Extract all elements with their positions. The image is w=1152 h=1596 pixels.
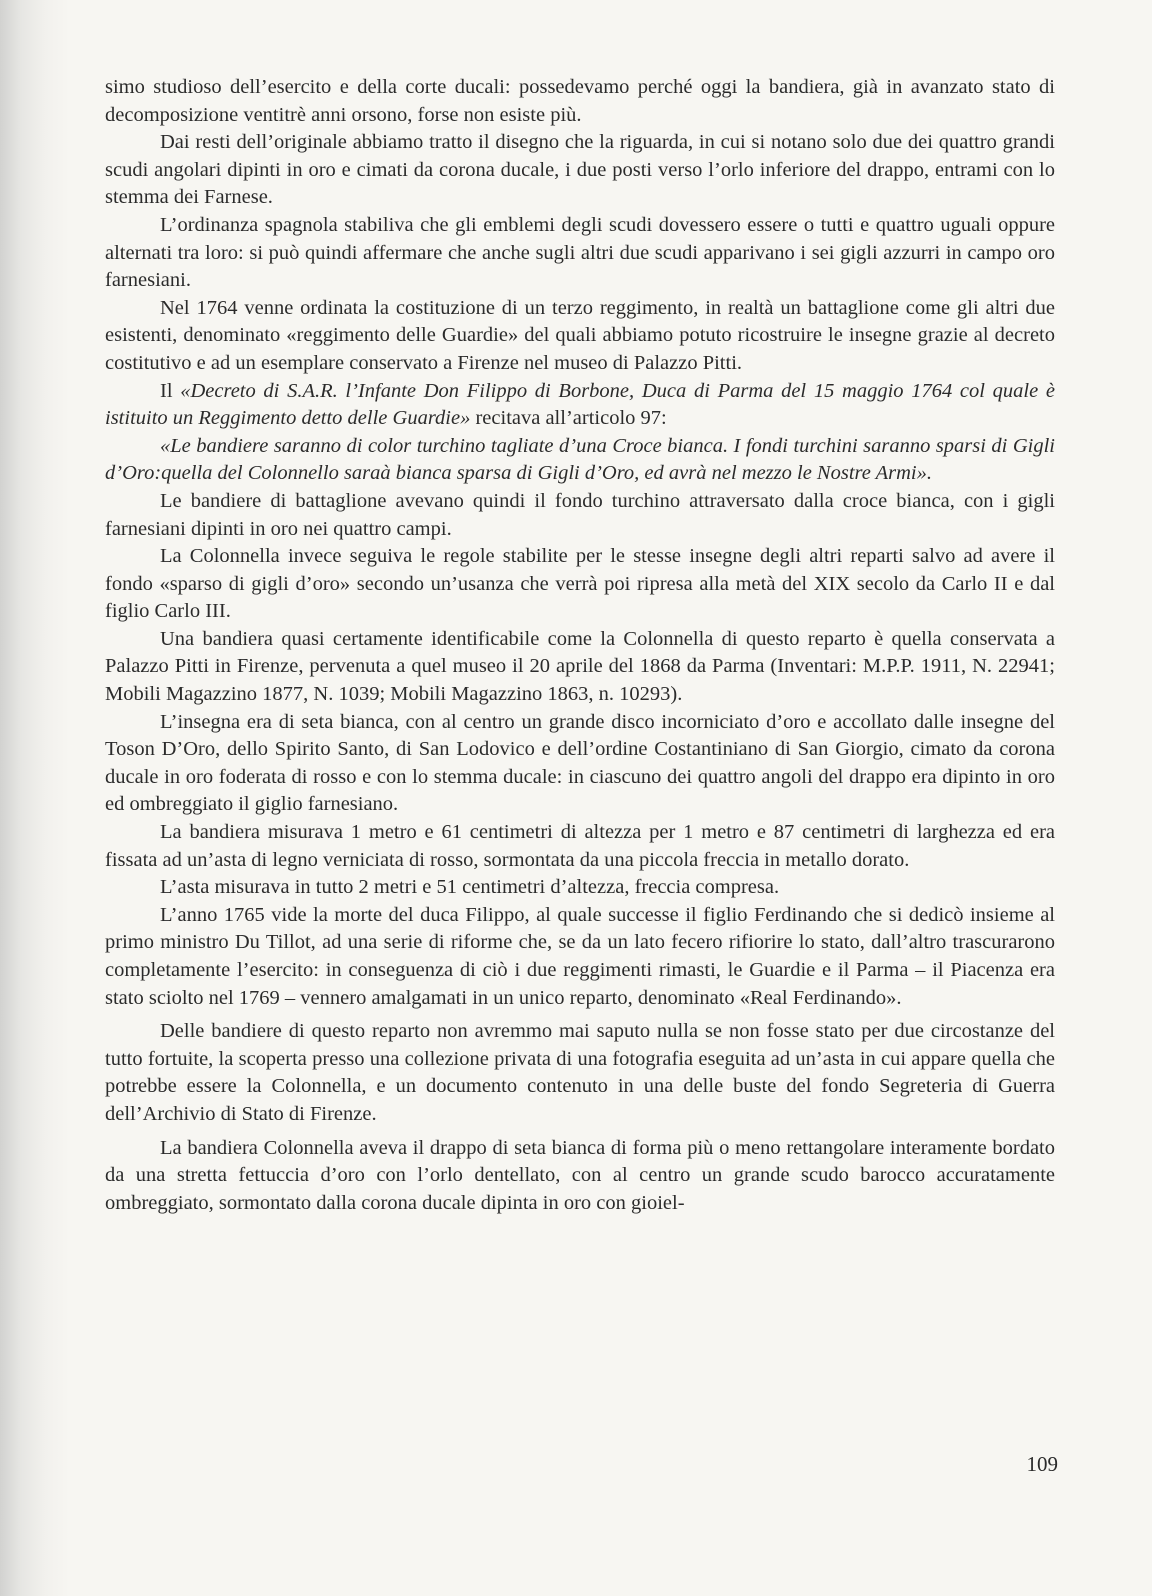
paragraph-spanish-ordinance: L’ordinanza spagnola stabiliva che gli emblemi degli scudi dovessero essere o tutti e quattro uguali oppure alternati tra loro: si può quindi affermare che anche sugli altri due scudi apparivano i sei gigli azzurri in campo oro farnesiani.	[105, 213, 1055, 292]
paragraph-palazzo-pitti-flag: Una bandiera quasi certamente identificabile come la Colonnella di questo reparto è quella conservata a Palazzo Pitti in Firenze, pervenuta a quel museo il 20 aprile del 1868 da Parma (Inventari: M.P.P. 1911, N. 22941; Mobili Magazzino 1877, N. 1039; Mobili Magazzino 1863, n. 10293).	[105, 627, 1055, 706]
decree-tail: recitava all’articolo 97:	[470, 407, 667, 430]
paragraph-decree	[105, 378, 1055, 433]
paragraph-colonnella-description: La bandiera Colonnella aveva il drappo di seta bianca di forma più o meno rettangolare interamente bordato da una stretta fettuccia d’oro con l’orlo dentellato, con al centro un grande scudo barocco accuratamente ombreggiato, sormontato dalla corona ducale dipinta in oro con gioiel-	[105, 1136, 1055, 1214]
page-body	[105, 74, 1055, 1217]
decree-quote	[105, 433, 1055, 488]
paragraph-third-regiment: Nel 1764 venne ordinata la costituzione di un terzo reggimento, in realtà un battaglione come gli altri due esistenti, denominato «reggimento delle Guardie» del quali abbiamo potuto ricostruire le insegne grazie al decreto costitutivo e ad un esemplare conservato a Firenze nel museo di Palazzo Pitti.	[105, 296, 1055, 374]
paragraph-colonnella-rules: La Colonnella invece seguiva le regole stabilite per le stesse insegne degli altri reparti salvo ad avere il fondo «sparso di gigli d’oro» secondo un’usanza che verrà poi ripresa alla metà del XIX secolo da Carlo II e dal figlio Carlo III.	[105, 545, 1055, 623]
decree-lead: Il	[160, 379, 181, 402]
paragraph-real-ferdinando-flags: Delle bandiere di questo reparto non avremmo mai saputo nulla se non fosse stato per due circostanze del tutto fortuite, la scoperta presso una collezione privata di una fotografia eseguita ad un’asta in cui appare quella che potrebbe essere la Colonnella, e un documento contenuto in una delle buste del fondo Segreteria di Guerra dell’Archivio di Stato di Firenze.	[105, 1020, 1055, 1125]
decree-title: «Decreto di S.A.R. l’Infante Don Filippo di Borbone, Duca di Parma del 15 maggio 1764 col quale è istituito un Reggimento detto delle Guardie»	[105, 379, 1055, 430]
paragraph-year-1765: L’anno 1765 vide la morte del duca Filippo, al quale successe il figlio Ferdinando che si dedicò insieme al primo ministro Du Tillot, ad una serie di riforme che, se da un lato fecero rifiorire lo stato, dall’altro trascurarono completamente l’esercito: in conseguenza di ciò i due reggimenti rimasti, le Guardie e il Parma – il Piacenza era stato sciolto nel 1769 – vennero amalgamati in un unico reparto, denominato «Real Ferdinando».	[105, 903, 1055, 1009]
paragraph-white-silk: L’insegna era di seta bianca, con al centro un grande disco incorniciato d’oro e accollato dalle insegne del Toson D’Oro, dello Spirito Santo, di San Lodovico e dell’ordine Costantiniano di San Giorgio, cimato da corona ducale in oro foderata di rosso e con lo stemma ducale: in ciascuno dei quattro angoli del drappo era dipinto in oro ed ombreggiato il giglio farnesiano.	[105, 710, 1055, 816]
paragraph-drawing: Dai resti dell’originale abbiamo tratto il disegno che la riguarda, in cui si notano solo due dei quattro grandi scudi angolari dipinti in oro e cimati da corona ducale, i due posti verso l’orlo inferiore del drappo, entrami con lo stemma dei Farnese.	[105, 131, 1055, 209]
decree-quote-text: «Le bandiere saranno di color turchino tagliate d’una Croce bianca. I fondi turchini saranno sparsi di Gigli d’Oro:quella del Colonnello saraà bianca sparsa di Gigli d’Oro, ed avrà nel mezzo le Nostre Armi».	[105, 434, 1055, 485]
paragraph-pole-size: L’asta misurava in tutto 2 metri e 51 centimetri d’altezza, freccia compresa.	[160, 876, 780, 899]
paragraph-battalion-flags: Le bandiere di battaglione avevano quindi il fondo turchino attraversato dalla croce bianca, con i gigli farnesiani dipinti in oro nei quattro campi.	[105, 489, 1055, 540]
paragraph-flag-size: La bandiera misurava 1 metro e 61 centimetri di altezza per 1 metro e 87 centimetri di larghezza ed era fissata ad un’asta di legno verniciata di rosso, sormontata da una piccola freccia in metallo dorato.	[105, 821, 1055, 871]
binding-gutter-shadow	[0, 0, 70, 1596]
paragraph-continuation: simo studioso dell’esercito e della corte ducali: possedevamo perché oggi la bandiera, già in avanzato stato di decomposizione ventitrè anni orsono, forse non esiste più.	[105, 76, 1055, 126]
page-number: 109	[1026, 1452, 1058, 1476]
